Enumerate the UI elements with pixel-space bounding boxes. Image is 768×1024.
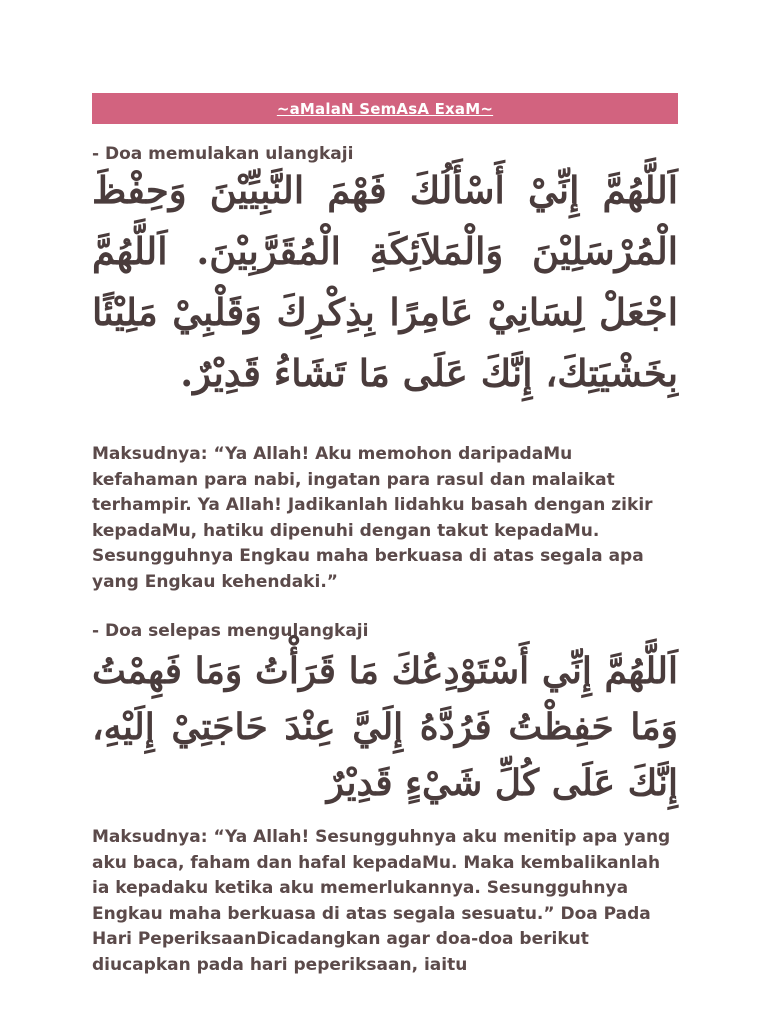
arabic-prayer-study-end: اَللَّهُمَّ إِنِّي أَسْتَوْدِعُكَ مَا قَرَأْتُ وَمَا فَهِمْتُ وَمَا حَفِظْتُ فَرُدَّهُ إِلَيَّ عِنْدَ حَاجَتِيْ إِلَيْهِ، إِنَّكَ عَلَى كُلِّ شَيْءٍ قَدِيْرٌ — [92, 650, 678, 804]
document-page — [92, 93, 678, 978]
page-title: ~aMalaN SemAsA ExaM~ — [276, 99, 494, 118]
arabic-prayer-study-start: اَللَّهُمَّ إِنِّيْ أَسْأَلُكَ فَهْمَ النَّبِيِّيْنَ وَحِفْظَ الْمُرْسَلِيْنَ وَالْمَلاَئِكَةِ الْمُقَرَّبِيْنَ. اَللَّهُمَّ اجْعَلْ لِسَانِيْ عَامِرًا بِذِكْرِكَ وَقَلْبِيْ مَلِيْئًا بِخَشْيَتِكَ، إِنَّكَ عَلَى مَا تَشَاءُ قَدِيْرٌ. — [92, 168, 678, 395]
section-heading-study-start: - Doa memulakan ulangkaji — [92, 144, 354, 164]
section-heading-study-end: - Doa selepas mengulangkaji — [92, 621, 369, 641]
title-bar — [92, 93, 678, 124]
meaning-study-start: Maksudnya: “Ya Allah! Aku memohon daripadaMu kefahaman para nabi, ingatan para rasul dan malaikat terhampir. Ya Allah! Jadikanlah lidahku basah dengan zikir kepadaMu, hatiku dipenuhi dengan takut kepadaMu. Sesungguhnya Engkau maha berkuasa di atas segala apa yang Engkau kehendaki.” — [92, 444, 653, 592]
meaning-study-end: Maksudnya: “Ya Allah! Sesungguhnya aku menitip apa yang aku baca, faham dan hafal kepadaMu. Maka kembalikanlah ia kepadaku ketika aku memerlukannya. Sesungguhnya Engkau maha berkuasa di atas segala sesuatu.” Doa Pada Hari PeperiksaanDicadangkan agar doa-doa berikut diucapkan pada hari peperiksaan, iaitu — [92, 827, 671, 975]
